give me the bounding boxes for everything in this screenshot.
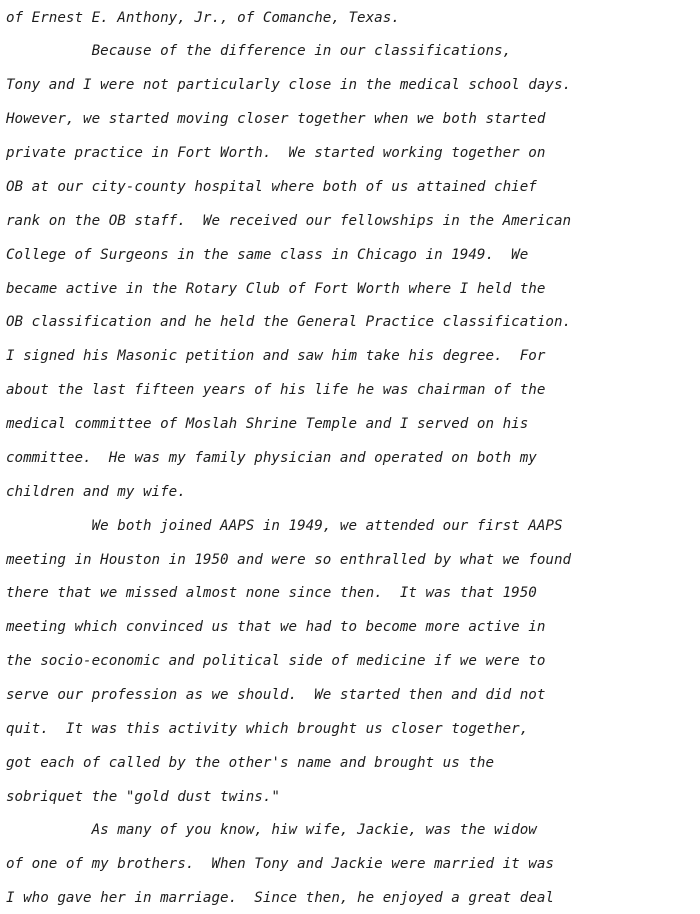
text-line: serve our profession as we should. We started then and did not (6, 687, 546, 703)
text-line: sobriquet the "gold dust twins." (6, 789, 280, 805)
text-line: about the last fifteen years of his life he was chairman of the (6, 382, 546, 398)
text-line: got each of called by the other's name and brought us the (6, 755, 495, 771)
text-line: became active in the Rotary Club of Fort Worth where I held the (6, 281, 546, 297)
text-line: I who gave her in marriage. Since then, he enjoyed a great deal (6, 890, 554, 906)
text-line: rank on the OB staff. We received our fellowships in the American (6, 213, 572, 229)
text-line: meeting in Houston in 1950 and were so enthralled by what we found (6, 552, 572, 568)
text-line: Because of the difference in our classifications, (6, 43, 512, 59)
text-line: meeting which convinced us that we had to become more active in (6, 619, 546, 635)
text-line: As many of you know, hiw wife, Jackie, was the widow (6, 822, 537, 838)
text-line: OB classification and he held the General Practice classification. (6, 314, 572, 330)
text-line: I signed his Masonic petition and saw him take his degree. For (6, 348, 546, 364)
text-line: quit. It was this activity which brought us closer together, (6, 721, 529, 737)
text-line: We both joined AAPS in 1949, we attended our first AAPS (6, 518, 563, 534)
text-line: children and my wife. (6, 484, 186, 500)
text-line: College of Surgeons in the same class in Chicago in 1949. We (6, 247, 529, 263)
text-line: private practice in Fort Worth. We started working together on (6, 145, 546, 161)
text-line: Tony and I were not particularly close in the medical school days. (6, 77, 572, 93)
text-line: OB at our city-county hospital where both of us attained chief (6, 179, 537, 195)
text-line: the socio-economic and political side of medicine if we were to (6, 653, 546, 669)
text-line: medical committee of Moslah Shrine Temple and I served on his (6, 416, 529, 432)
text-line: of one of my brothers. When Tony and Jackie were married it was (6, 856, 554, 872)
text-line: there that we missed almost none since then. It was that 1950 (6, 585, 537, 601)
text-line: committee. He was my family physician and operated on both my (6, 450, 537, 466)
text-line: of Ernest E. Anthony, Jr., of Comanche, Texas. (6, 10, 400, 26)
text-line: However, we started moving closer together when we both started (6, 111, 546, 127)
